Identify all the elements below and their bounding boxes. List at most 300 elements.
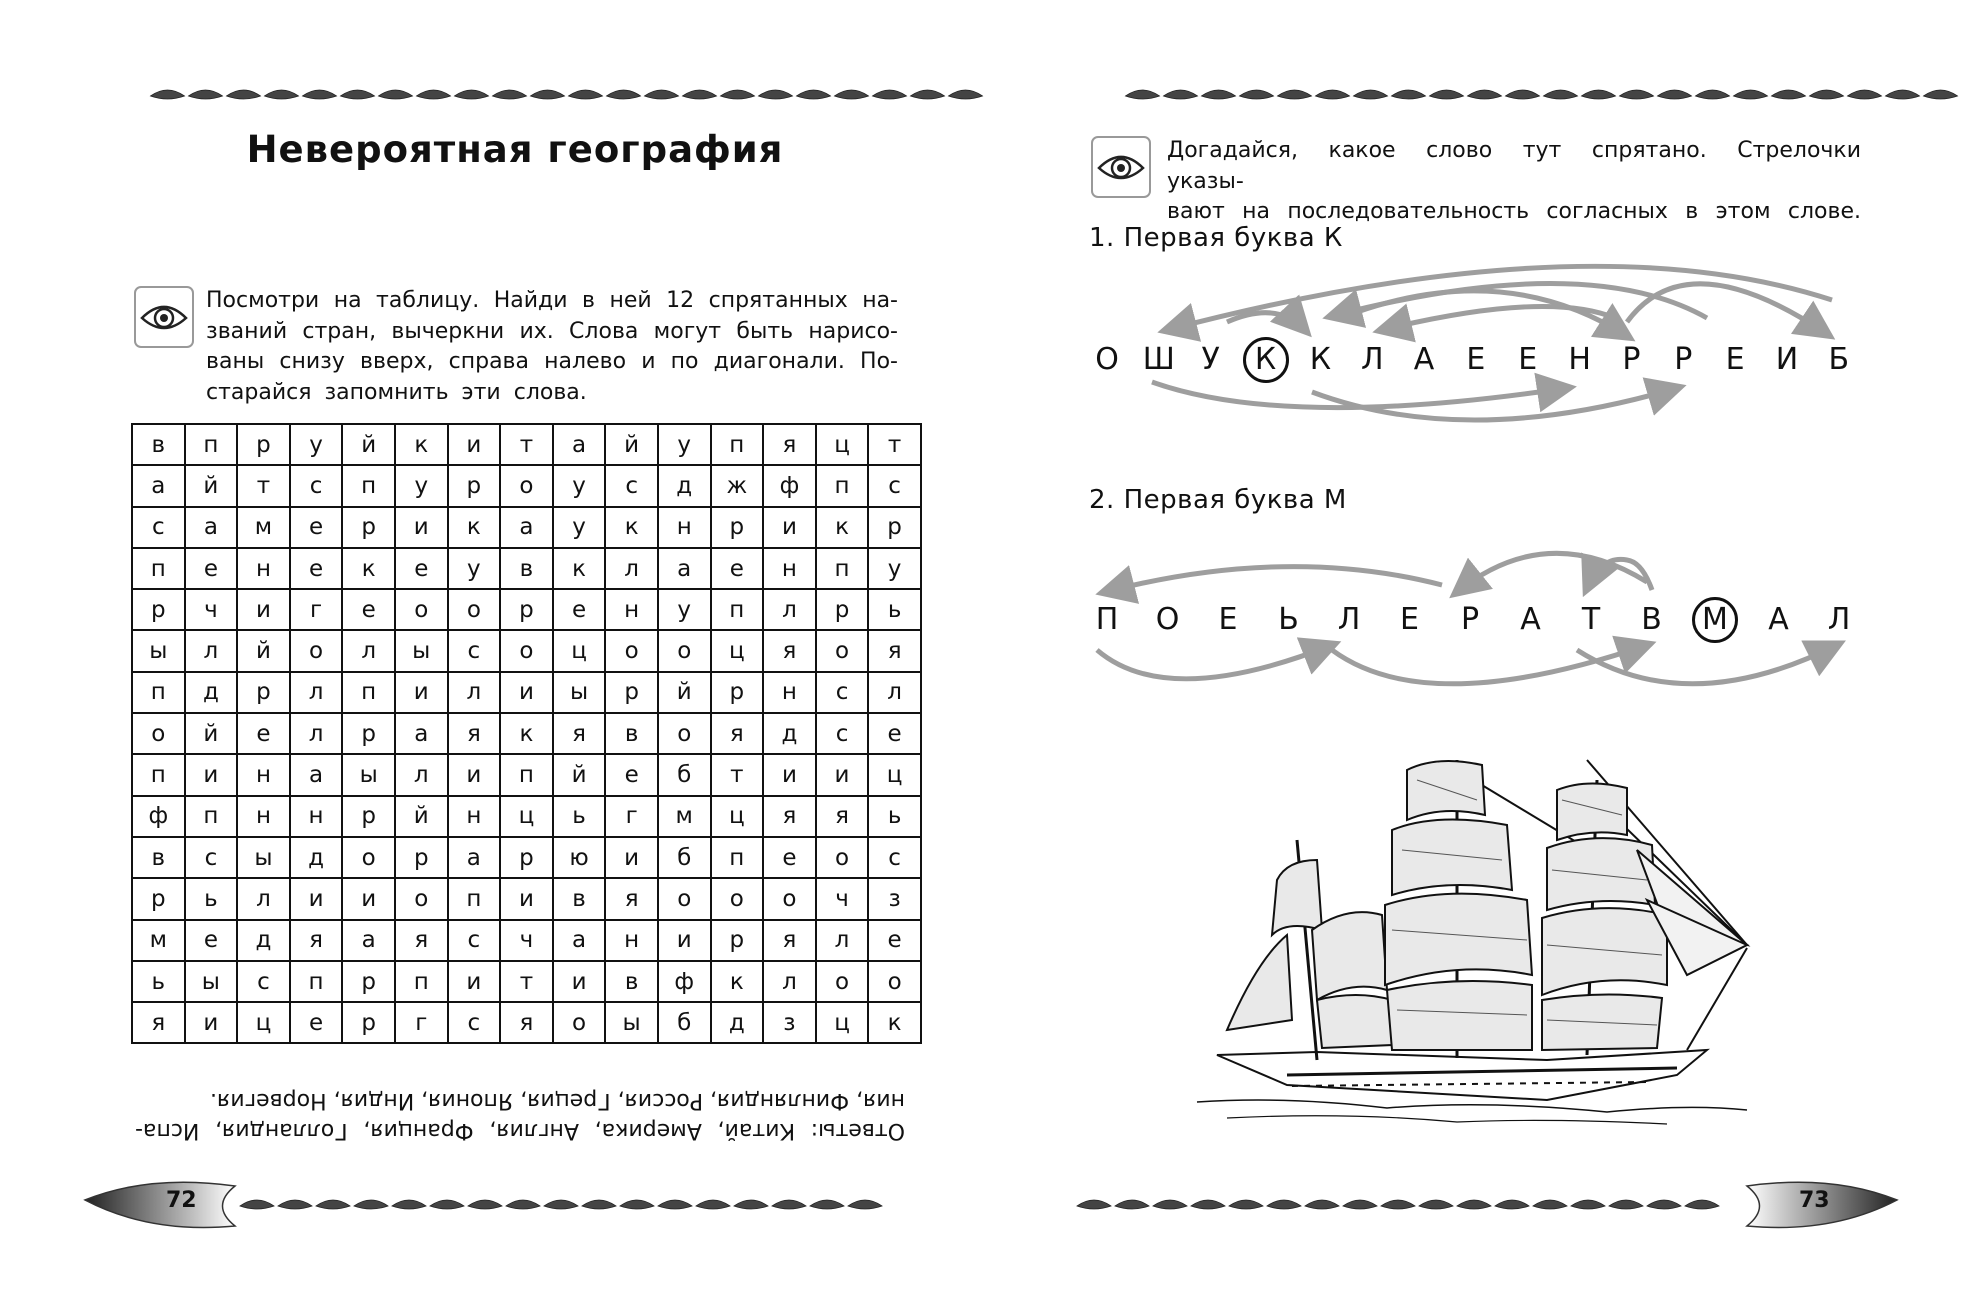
grid-cell: я [763,796,816,837]
grid-cell: е [711,548,764,589]
top-wave-border-left [82,80,1069,110]
grid-cell: м [132,920,185,961]
grid-cell: г [290,589,343,630]
grid-cell: л [605,548,658,589]
grid-cell: р [448,465,501,506]
grid-cell: ч [500,920,553,961]
grid-cell: о [500,465,553,506]
grid-cell: б [658,1002,711,1043]
grid-cell: ц [237,1002,290,1043]
grid-cell: ц [711,630,764,671]
grid-cell: й [342,424,395,465]
grid-cell: а [395,713,448,754]
grid-cell: л [185,630,238,671]
puzzle-letter: Ь [1278,602,1299,637]
grid-row [132,878,921,919]
grid-cell: к [395,424,448,465]
wave-ornament [1571,1200,1605,1209]
grid-cell: п [132,754,185,795]
wave-ornament [759,90,793,99]
grid-cell: а [185,507,238,548]
grid-cell: к [816,507,869,548]
grid-cell: р [711,507,764,548]
wave-ornament [873,90,907,99]
sailing-ship-illustration [987,0,1974,1300]
grid-cell: о [816,630,869,671]
puzzle-letter: У [1201,342,1220,377]
grid-cell: ы [185,961,238,1002]
grid-cell: е [290,548,343,589]
wave-ornament [379,90,413,99]
bottom-wave-border-left [0,1176,987,1236]
grid-cell: т [500,961,553,1002]
puzzle-letter: К [1309,342,1332,377]
grid-cell: л [237,878,290,919]
wave-ornament [455,90,489,99]
puzzle-letter: А [1768,602,1789,637]
grid-cell: к [605,507,658,548]
grid-cell: ы [553,672,606,713]
grid-cell: ь [553,796,606,837]
grid-cell: и [500,672,553,713]
grid-cell: ь [132,961,185,1002]
grid-cell: е [342,589,395,630]
grid-cell: у [448,548,501,589]
grid-cell: н [763,672,816,713]
wave-ornament [1457,1200,1491,1209]
wordsearch-instruction: Посмотри на таблицу. Найди в ней 12 спрятанных на- званий стран, вычеркни их. Слова могут быть нарисо- ваны снизу вверх, справа налево и по диагонали. По- старайся запомнить эти слова. [206,288,898,405]
grid-cell: н [237,796,290,837]
grid-cell: ц [711,796,764,837]
puzzle-letter: Л [1827,602,1851,637]
grid-cell: ы [237,837,290,878]
puzzle-letter: Л [1337,602,1361,637]
grid-cell: р [342,713,395,754]
grid-cell: д [658,465,711,506]
grid-cell: р [132,589,185,630]
grid-cell: д [711,1002,764,1043]
grid-cell: о [868,961,921,1002]
grid-cell: п [711,589,764,630]
grid-cell: с [448,920,501,961]
grid-cell: к [553,548,606,589]
wave-ornament [1305,1200,1339,1209]
puzzle-letter: Н [1568,342,1591,377]
grid-cell: я [763,630,816,671]
grid-cell: у [658,589,711,630]
grid-cell: п [290,961,343,1002]
wave-ornament [1077,1200,1111,1209]
grid-cell: п [185,796,238,837]
grid-cell: д [185,672,238,713]
grid-cell: а [553,920,606,961]
wave-ornament [1191,1200,1225,1209]
grid-cell: ф [132,796,185,837]
grid-cell: я [605,878,658,919]
grid-cell: ф [763,465,816,506]
grid-cell: я [816,796,869,837]
grid-cell: ь [868,589,921,630]
grid-cell: в [132,424,185,465]
puzzle-letter: Е [1518,342,1538,377]
puzzle-letter: Ш [1142,342,1175,377]
grid-cell: з [868,878,921,919]
grid-cell: р [342,961,395,1002]
grid-cell: р [500,589,553,630]
wave-ornament [316,1200,350,1209]
page-title: Невероятная география [246,128,784,171]
wave-ornament [1381,1200,1415,1209]
grid-cell: й [553,754,606,795]
grid-cell: о [763,878,816,919]
grid-cell: и [395,672,448,713]
grid-cell: б [658,754,711,795]
grid-row [132,548,921,589]
grid-cell: к [448,507,501,548]
grid-cell: н [658,507,711,548]
wave-ornament [392,1200,426,1209]
grid-row [132,630,921,671]
grid-cell: я [763,920,816,961]
grid-cell: в [500,548,553,589]
wave-ornament [278,1200,312,1209]
grid-cell: и [290,878,343,919]
grid-cell: п [816,548,869,589]
grid-cell: п [500,754,553,795]
grid-cell: е [868,713,921,754]
grid-cell: ч [185,589,238,630]
grid-cell: р [132,878,185,919]
grid-cell: н [448,796,501,837]
puzzle-letter: О [1095,342,1119,377]
eye-icon [136,288,192,346]
grid-cell: ч [816,878,869,919]
grid-cell: а [658,548,711,589]
grid-cell: р [711,672,764,713]
grid-cell: л [868,672,921,713]
grid-cell: м [658,796,711,837]
puzzle-letter: Р [1460,602,1480,637]
grid-cell: о [711,878,764,919]
grid-cell: и [816,754,869,795]
puzzle-letter: А [1520,602,1541,637]
wave-ornament [721,90,755,99]
grid-cell: р [342,507,395,548]
wave-ornament [658,1200,692,1209]
grid-cell: и [342,878,395,919]
puzzle1-label: 1. Первая буква К [1089,223,1343,253]
grid-cell: о [395,589,448,630]
grid-cell: й [395,796,448,837]
wave-ornament [1343,1200,1377,1209]
grid-cell: с [816,713,869,754]
grid-cell: ы [395,630,448,671]
wave-ornament [468,1200,502,1209]
grid-cell: а [448,837,501,878]
page-number-right: 73 [1799,1188,1830,1213]
grid-cell: п [132,672,185,713]
grid-cell: р [237,424,290,465]
puzzle-letter: В [1641,602,1662,637]
wave-ornament [772,1200,806,1209]
grid-cell: я [448,713,501,754]
grid-cell: с [132,507,185,548]
grid-cell: в [605,713,658,754]
grid-cell: и [553,961,606,1002]
grid-cell: л [395,754,448,795]
grid-cell: к [500,713,553,754]
grid-cell: в [132,837,185,878]
grid-cell: й [605,424,658,465]
grid-cell: ь [185,878,238,919]
wave-ornament [569,90,603,99]
wordsearch-grid [131,423,922,1044]
wave-ornament [683,90,717,99]
grid-cell: н [290,796,343,837]
grid-cell: о [132,713,185,754]
grid-cell: е [237,713,290,754]
puzzle-letter: П [1095,602,1119,637]
wave-ornament [1647,1200,1681,1209]
wave-ornament [848,1200,882,1209]
grid-cell: ы [605,1002,658,1043]
grid-cell: р [237,672,290,713]
wave-ornament [607,90,641,99]
grid-cell: п [395,961,448,1002]
grid-cell: о [553,1002,606,1043]
puzzle-letter: Е [1466,342,1486,377]
grid-cell: и [448,961,501,1002]
grid-row [132,961,921,1002]
grid-cell: и [395,507,448,548]
puzzle-letter: Е [1218,602,1238,637]
wave-ornament [354,1200,388,1209]
grid-cell: о [816,961,869,1002]
wave-ornament [810,1200,844,1209]
wave-ornament [430,1200,464,1209]
grid-cell: л [342,630,395,671]
right-page [987,0,1974,1300]
grid-cell: е [605,754,658,795]
grid-cell: т [237,465,290,506]
grid-cell: м [237,507,290,548]
grid-cell: к [711,961,764,1002]
grid-cell: р [868,507,921,548]
grid-cell: е [763,837,816,878]
grid-cell: р [816,589,869,630]
grid-cell: н [237,548,290,589]
grid-cell: н [763,548,816,589]
grid-cell: й [237,630,290,671]
grid-cell: и [605,837,658,878]
grid-cell: л [763,589,816,630]
grid-cell: е [290,507,343,548]
grid-cell: г [395,1002,448,1043]
grid-cell: ц [868,754,921,795]
grid-cell: г [605,796,658,837]
wave-ornament [911,90,945,99]
instruction-eye-badge [134,286,194,348]
grid-cell: ц [816,1002,869,1043]
grid-cell: а [132,465,185,506]
wave-ornament [493,90,527,99]
grid-cell: с [868,465,921,506]
grid-cell: с [816,672,869,713]
circled-letter: К [1243,337,1289,383]
puzzle-letter: Е [1400,602,1419,637]
grid-cell: и [448,424,501,465]
grid-cell: л [816,920,869,961]
grid-cell: р [395,837,448,878]
grid-row [132,424,921,465]
grid-cell: и [500,878,553,919]
grid-cell: а [342,920,395,961]
grid-cell: о [658,878,711,919]
grid-cell: л [290,713,343,754]
grid-cell: р [711,920,764,961]
wave-ornament [341,90,375,99]
grid-cell: е [290,1002,343,1043]
grid-cell: п [711,424,764,465]
grid-cell: д [237,920,290,961]
grid-row [132,837,921,878]
grid-cell: о [658,713,711,754]
grid-row [132,1002,921,1043]
grid-cell: е [553,589,606,630]
grid-cell: я [553,713,606,754]
circled-letter: М [1692,597,1738,643]
grid-cell: в [553,878,606,919]
wave-ornament [544,1200,578,1209]
grid-cell: з [763,1002,816,1043]
wave-ornament [240,1200,274,1209]
grid-cell: а [290,754,343,795]
wave-ornament [151,90,185,99]
wave-ornament [1685,1200,1719,1209]
grid-cell: а [553,424,606,465]
grid-cell: о [658,630,711,671]
grid-cell: б [658,837,711,878]
grid-cell: т [500,424,553,465]
wave-ornament [227,90,261,99]
grid-cell: в [605,961,658,1002]
wave-ornament [582,1200,616,1209]
grid-cell: о [500,630,553,671]
grid-cell: п [342,672,395,713]
puzzle2-label: 2. Первая буква М [1089,485,1347,515]
grid-cell: ц [553,630,606,671]
grid-cell: у [290,424,343,465]
grid-cell: я [763,424,816,465]
grid-cell: у [553,507,606,548]
grid-cell: р [342,796,395,837]
grid-cell: с [448,1002,501,1043]
answers-upside-down: Ответы: Китай, Америка, Англия, Франция, Голландия, Испа- ния, Финляндия, Россия, Греция, Япония, Индия, Норвегия. [135,1088,905,1143]
grid-cell: я [500,1002,553,1043]
grid-cell: л [763,961,816,1002]
grid-cell: о [290,630,343,671]
wave-ornament [1115,1200,1149,1209]
wave-ornament [949,90,983,99]
grid-cell: к [342,548,395,589]
wave-ornament [531,90,565,99]
grid-cell: р [342,1002,395,1043]
puzzle-letter: О [1155,602,1180,637]
wave-ornament [1153,1200,1187,1209]
grid-cell: н [605,589,658,630]
grid-cell: я [711,713,764,754]
grid-cell: н [605,920,658,961]
puzzle-letter: Т [1581,602,1601,637]
grid-cell: л [448,672,501,713]
grid-cell: н [237,754,290,795]
grid-cell: ы [132,630,185,671]
grid-cell: о [395,878,448,919]
grid-cell: е [185,920,238,961]
grid-row [132,754,921,795]
grid-row [132,465,921,506]
grid-cell: и [448,754,501,795]
grid-cell: й [185,713,238,754]
grid-cell: т [711,754,764,795]
puzzle-letter: И [1775,342,1799,377]
grid-cell: и [237,589,290,630]
grid-cell: л [290,672,343,713]
grid-cell: а [500,507,553,548]
puzzle-instruction: Догадайся, какое слово тут спрятано. Стрелочки указы- вают на последовательность согласных в этом слове. [1167,138,1861,224]
grid-cell: я [395,920,448,961]
grid-cell: о [605,630,658,671]
grid-cell: ю [553,837,606,878]
grid-cell: ь [868,796,921,837]
grid-cell: е [395,548,448,589]
grid-cell: о [816,837,869,878]
grid-cell: й [658,672,711,713]
wave-ornament [1609,1200,1643,1209]
grid-cell: ц [500,796,553,837]
grid-row [132,713,921,754]
grid-cell: п [448,878,501,919]
grid-cell: и [185,1002,238,1043]
grid-cell: р [500,837,553,878]
grid-cell: у [658,424,711,465]
grid-cell: о [342,837,395,878]
grid-cell: ы [342,754,395,795]
grid-cell: у [868,548,921,589]
grid-cell: т [868,424,921,465]
grid-cell: ц [816,424,869,465]
puzzle-letter: Л [1360,342,1384,377]
grid-cell: с [605,465,658,506]
grid-cell: п [711,837,764,878]
grid-cell: к [868,1002,921,1043]
grid-cell: и [763,507,816,548]
grid-cell: с [237,961,290,1002]
wave-ornament [189,90,223,99]
grid-cell: я [132,1002,185,1043]
page-number-left: 72 [166,1188,197,1213]
grid-cell: п [132,548,185,589]
puzzle-letter: Е [1725,342,1745,377]
grid-cell: е [185,548,238,589]
wave-ornament [645,90,679,99]
grid-cell: у [553,465,606,506]
puzzle-letter: А [1413,342,1435,377]
wave-ornament [265,90,299,99]
grid-row [132,920,921,961]
grid-cell: п [342,465,395,506]
grid-cell: е [868,920,921,961]
